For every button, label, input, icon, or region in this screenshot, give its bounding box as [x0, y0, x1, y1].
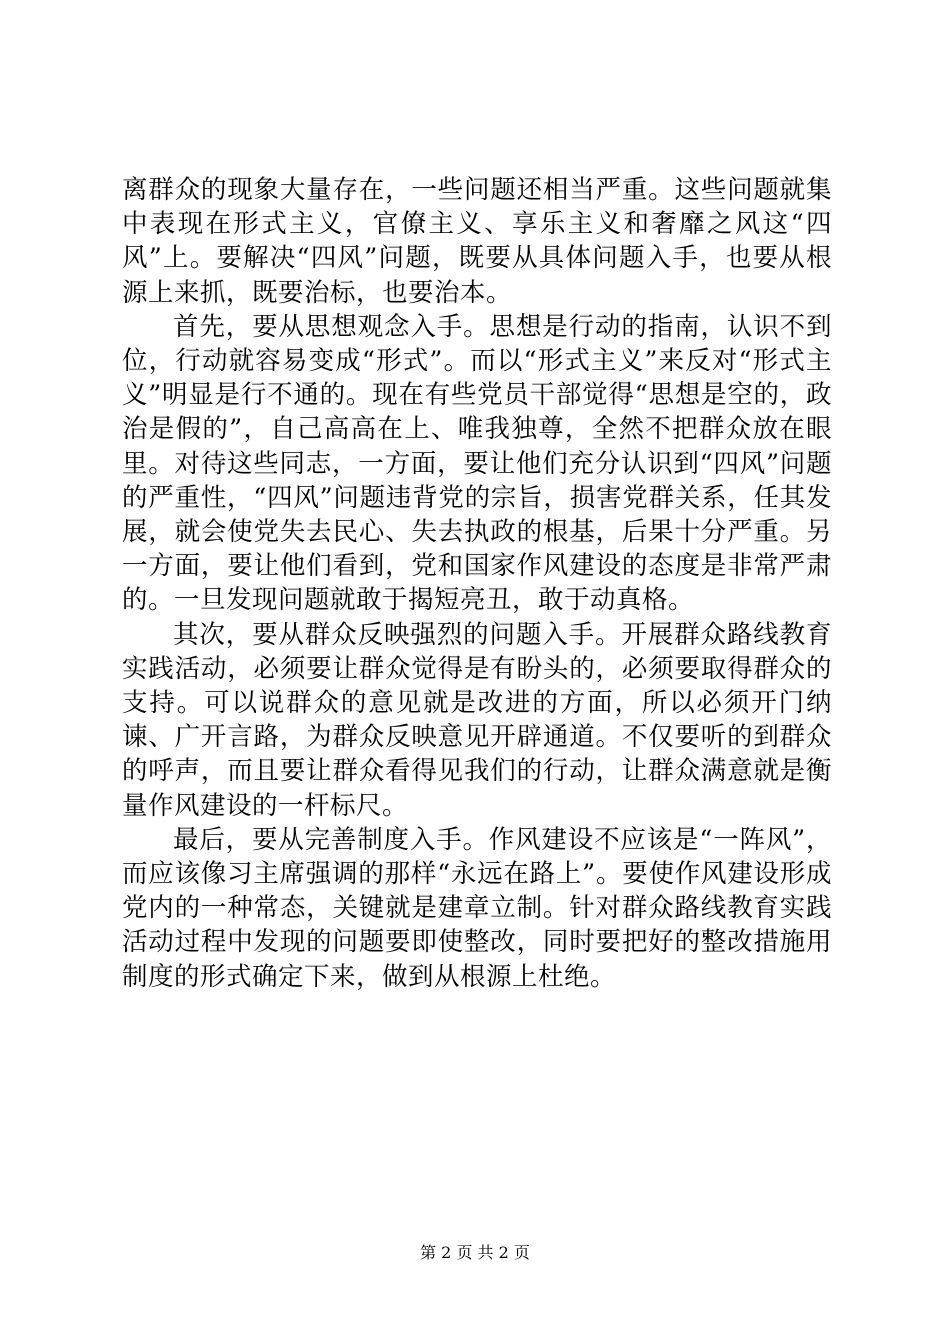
- page-footer: [0, 1242, 950, 1264]
- paragraph-2: 首先，要从思想观念入手。思想是行动的指南，认识不到位，行动就容易变成“形式”。而以“形式主义”来反对“形式主义”明显是行不通的。现在有些党员干部觉得“思想是空的，政治是假的”，自己高高在上、唯我独尊，全然不把群众放在眼里。对待这些同志，一方面，要让他们充分认识到“四风”问题的严重性，“四风”问题违背党的宗旨，损害党群关系，任其发展，就会使党失去民心、失去执政的根基，后果十分严重。另一方面，要让他们看到，党和国家作风建设的态度是非常严肃的。一旦发现问题就敢于揭短亮丑，敢于动真格。: [122, 311, 832, 616]
- paragraph-3: 其次，要从群众反映强烈的问题入手。开展群众路线教育实践活动，必须要让群众觉得是有盼头的，必须要取得群众的支持。可以说群众的意见就是改进的方面，所以必须开门纳谏、广开言路，为群众反映意见开辟通道。不仅要听的到群众的呼声，而且要让群众看得见我们的行动，让群众满意就是衡量作风建设的一杆标尺。: [122, 619, 832, 821]
- paragraph-1: 离群众的现象大量存在，一些问题还相当严重。这些问题就集中表现在形式主义，官僚主义、享乐主义和奢靡之风这“四风”上。要解决“四风”问题，既要从具体问题入手，也要从根源上来抓，既要治标，也要治本。: [122, 175, 832, 308]
- page-number-label: 第 2 页 共 2 页: [420, 1243, 530, 1262]
- document-body: [122, 173, 832, 994]
- paragraph-4: 最后，要从完善制度入手。作风建设不应该是“一阵风”，而应该像习主席强调的那样“永远在路上”。要使作风建设形成党内的一种常态，关键就是建章立制。针对群众路线教育实践活动过程中发现的问题要即使整改，同时要把好的整改措施用制度的形式确定下来，做到从根源上杜绝。: [122, 824, 832, 992]
